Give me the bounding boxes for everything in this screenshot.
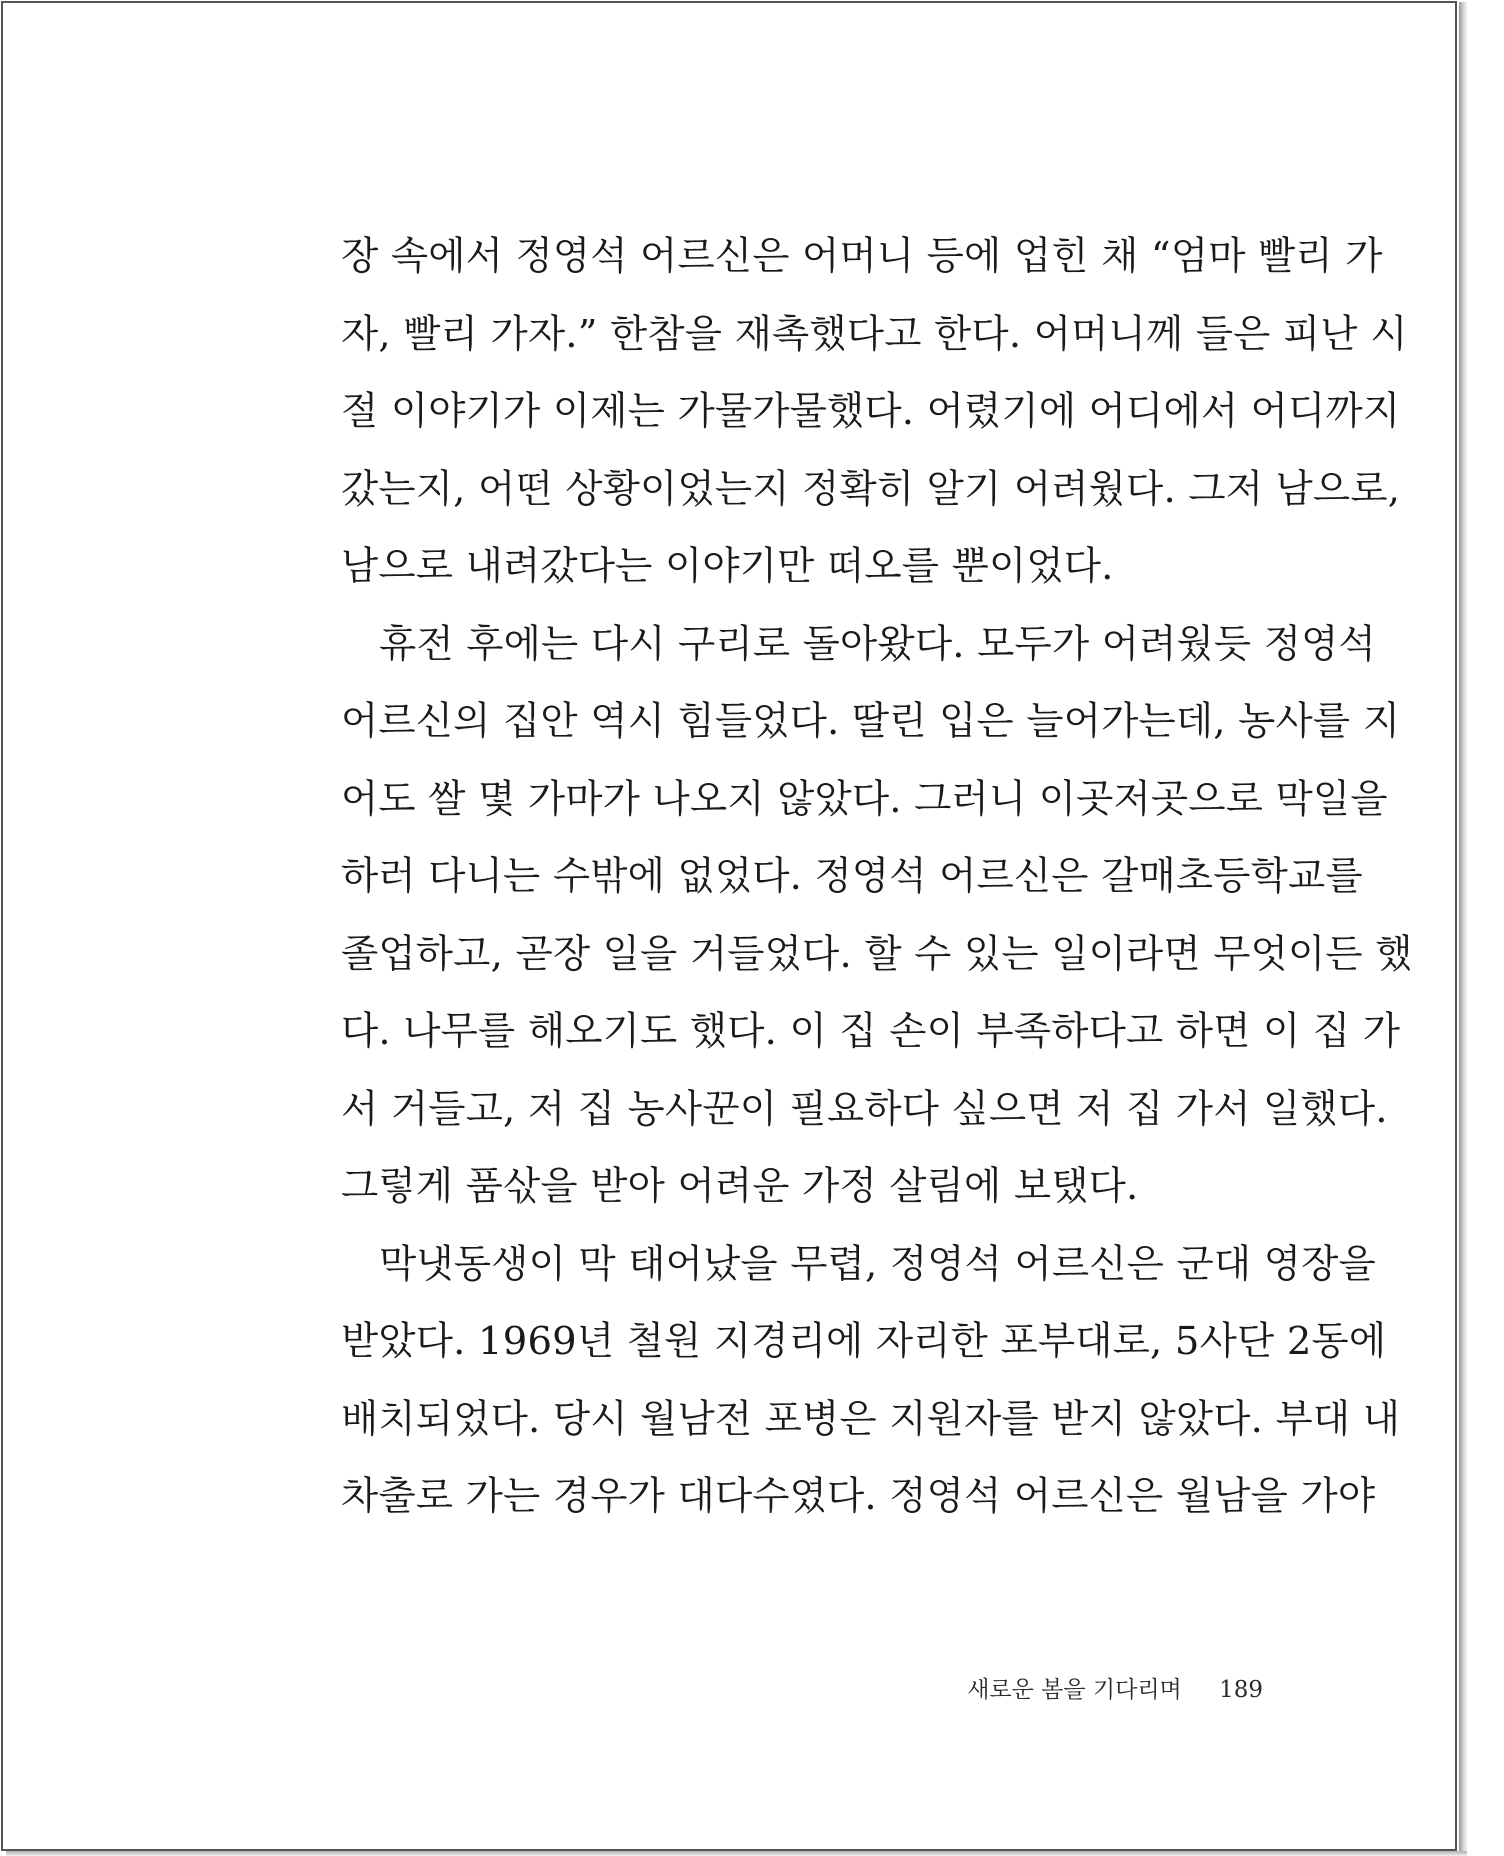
body-text <box>341 229 1413 1547</box>
page-bottom-shadow <box>6 1851 1467 1856</box>
text-line: 어르신의 집안 역시 힘들었다. 딸린 입은 늘어가는데, 농사를 지 <box>341 699 1401 744</box>
text-line: 다. 나무를 해오기도 했다. 이 집 손이 부족하다고 하면 이 집 가 <box>341 1009 1401 1054</box>
text-line: 장 속에서 정영석 어르신은 어머니 등에 업힌 채 “엄마 빨리 가 <box>341 234 1383 279</box>
page-number: 189 <box>1219 1677 1263 1703</box>
paragraph-start-line: 휴전 후에는 다시 구리로 돌아왔다. 모두가 어려웠듯 정영석 <box>379 621 1376 667</box>
book-page <box>1 1 1457 1851</box>
running-head: 새로운 봄을 기다리며 <box>967 1677 1182 1703</box>
text-line: 받았다. 1969년 철원 지경리에 자리한 포부대로, 5사단 2동에 <box>341 1319 1387 1364</box>
text-line: 갔는지, 어떤 상황이었는지 정확히 알기 어려웠다. 그저 남으로, <box>341 466 1401 512</box>
page-edge-shadow <box>1459 2 1467 1854</box>
text-line: 배치되었다. 당시 월남전 포병은 지원자를 받지 않았다. 부대 내 <box>341 1396 1401 1442</box>
text-line: 절 이야기가 이제는 가물가물했다. 어렸기에 어디에서 어디까지 <box>341 389 1401 434</box>
text-line: 어도 쌀 몇 가마가 나오지 않았다. 그러니 이곳저곳으로 막일을 <box>341 776 1388 822</box>
paragraph-start-line: 막냇동생이 막 태어났을 무렵, 정영석 어르신은 군대 영장을 <box>379 1241 1376 1287</box>
page-footer <box>3 1671 1263 1704</box>
text-line: 졸업하고, 곧장 일을 거들었다. 할 수 있는 일이라면 무엇이든 했 <box>341 931 1413 977</box>
text-line: 하러 다니는 수밖에 없었다. 정영석 어르신은 갈매초등학교를 <box>341 854 1363 899</box>
text-line: 차출로 가는 경우가 대다수였다. 정영석 어르신은 월남을 가야 <box>341 1474 1376 1519</box>
text-line: 남으로 내려갔다는 이야기만 떠오를 뿐이었다. <box>341 544 1114 589</box>
text-line: 그렇게 품삯을 받아 어려운 가정 살림에 보탰다. <box>341 1164 1139 1209</box>
text-line: 서 거들고, 저 집 농사꾼이 필요하다 싶으면 저 집 가서 일했다. <box>341 1086 1388 1132</box>
text-line: 자, 빨리 가자.” 한참을 재촉했다고 한다. 어머니께 들은 피난 시 <box>341 311 1408 357</box>
